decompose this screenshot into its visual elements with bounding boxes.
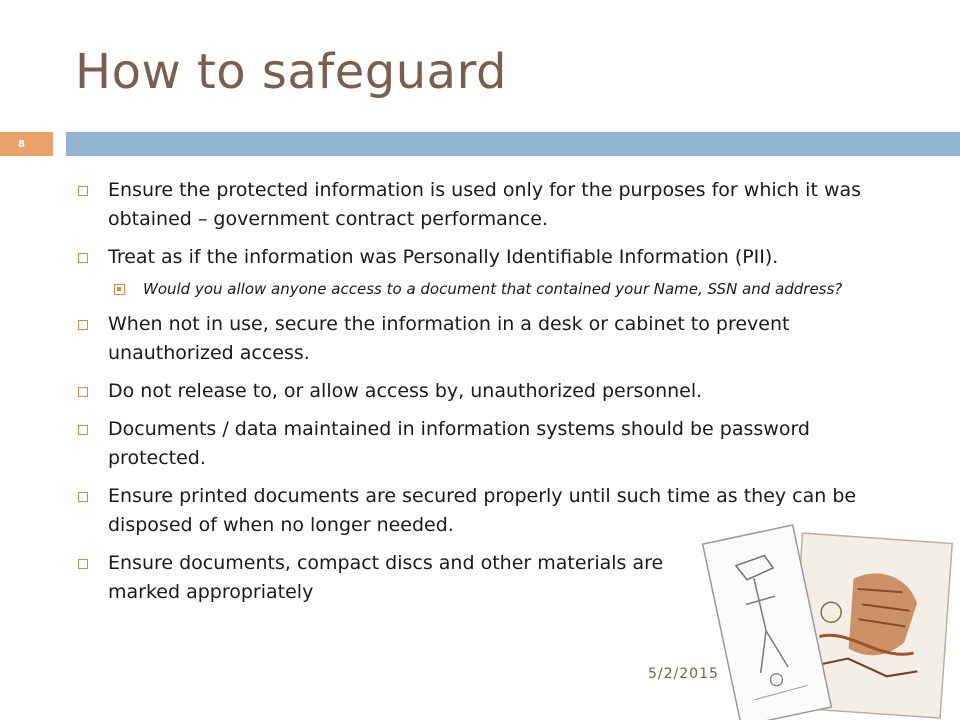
bullet-item [78, 310, 893, 368]
square-bullet-icon [78, 387, 88, 397]
square-bullet-icon [78, 320, 88, 330]
bullet-item [78, 415, 893, 473]
bullet-item [78, 243, 893, 272]
square-bullet-icon [78, 492, 88, 502]
sketch-documents-illustration [700, 520, 960, 720]
bullet-text: Treat as if the information was Personally Identifiable Information (PII). [108, 246, 779, 268]
slide-date: 5/2/2015 [648, 666, 719, 682]
bullet-text: Do not release to, or allow access by, unauthorized personnel. [108, 380, 703, 402]
filled-square-bullet-icon [114, 284, 125, 295]
bullet-text: Ensure documents, compact discs and other materials are marked appropriately [108, 552, 664, 603]
square-bullet-icon [78, 425, 88, 435]
square-bullet-icon [78, 559, 88, 569]
bullet-text: Ensure the protected information is used only for the purposes for which it was obtained – government contract performance. [108, 179, 862, 230]
square-bullet-icon [78, 186, 88, 196]
page-number-box [0, 132, 53, 156]
sub-bullet-item [114, 277, 893, 301]
sub-bullet-text: Would you allow anyone access to a document that contained your Name, SSN and address? [143, 280, 843, 298]
bullet-text: Ensure printed documents are secured properly until such time as they can be disposed of when no longer needed. [108, 485, 857, 536]
accent-bar [66, 132, 960, 156]
bullet-item [78, 377, 893, 406]
bullet-text: When not in use, secure the information in a desk or cabinet to prevent unauthorized access. [108, 313, 790, 364]
page-number: 8 [18, 138, 25, 150]
slide-title: How to safeguard [75, 44, 507, 100]
bullet-text: Documents / data maintained in information systems should be password protected. [108, 418, 810, 469]
square-bullet-icon [78, 253, 88, 263]
bullet-item [78, 176, 893, 234]
